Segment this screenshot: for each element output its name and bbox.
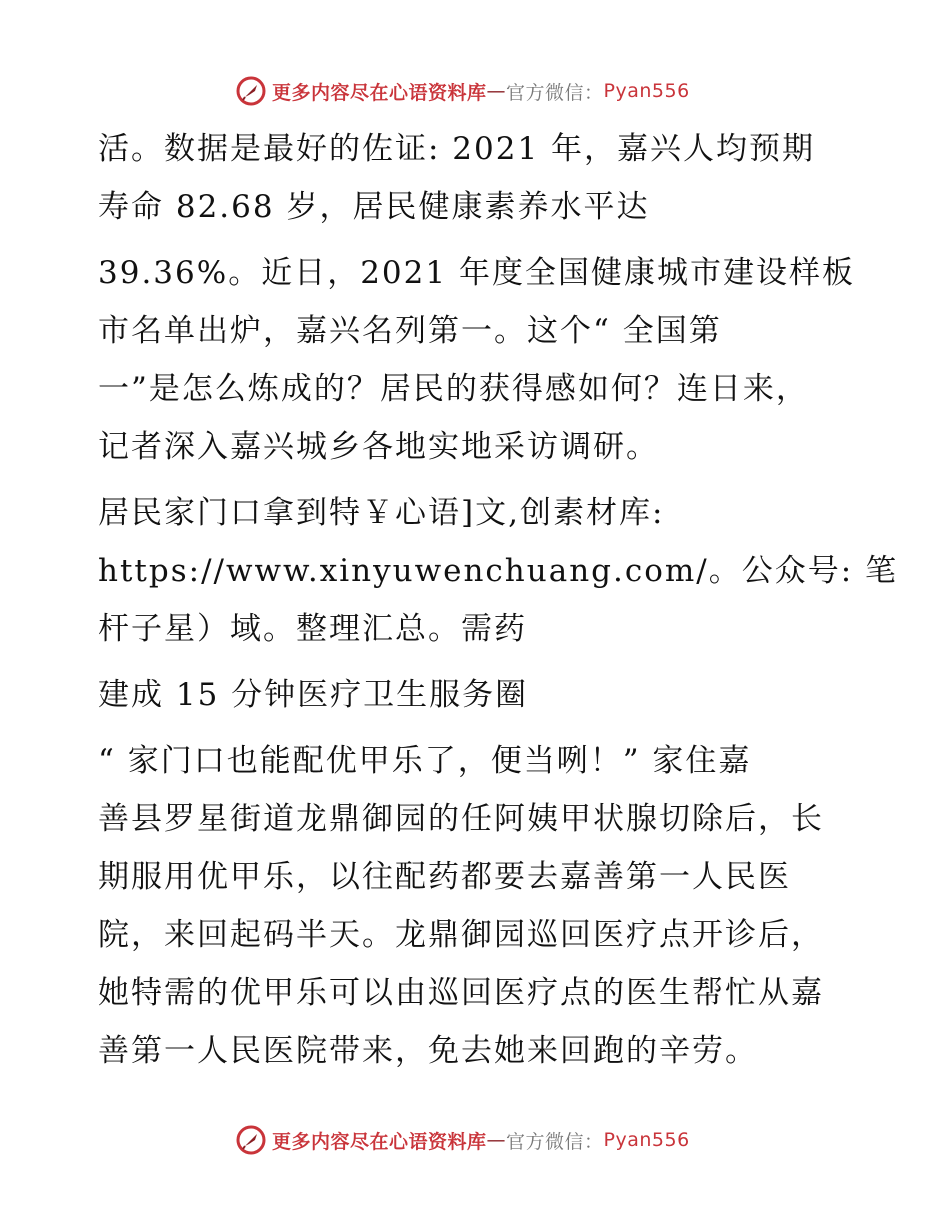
feather-seal-icon bbox=[236, 1125, 266, 1155]
text-line: “ 家门口也能配优甲乐了，便当咧！” 家住嘉 bbox=[98, 743, 752, 779]
section-heading: 建成 15 分钟医疗卫生服务圈 bbox=[98, 677, 529, 713]
banner-contact: Pyan556 bbox=[603, 1129, 690, 1151]
banner-official-label: 官方微信： bbox=[506, 1130, 604, 1153]
text-line: 居民家门口拿到特￥心语]文,创素材库: bbox=[98, 495, 665, 531]
text-line: 善县罗星街道龙鼎御园的任阿姨甲状腺切除后，长 bbox=[98, 801, 824, 837]
banner-brand-text: 更多内容尽在心语资料库 bbox=[272, 1130, 487, 1153]
text-line: 院，来回起码半天。龙鼎御园巡回医疗点开诊后， bbox=[98, 917, 824, 953]
text-line: 期服用优甲乐，以往配药都要去嘉善第一人民医 bbox=[98, 859, 791, 895]
banner-dash: — bbox=[486, 1129, 507, 1151]
header-banner bbox=[236, 74, 690, 108]
text-line: https://www.xinyuwenchuang.com/。公众号: 笔 bbox=[98, 553, 899, 589]
feather-seal-icon bbox=[236, 76, 266, 106]
footer-banner bbox=[236, 1123, 690, 1157]
banner-official-label: 官方微信： bbox=[506, 81, 604, 104]
text-line: 她特需的优甲乐可以由巡回医疗点的医生帮忙从嘉 bbox=[98, 975, 824, 1011]
document-body bbox=[98, 120, 899, 1080]
text-line: 市名单出炉，嘉兴名列第一。这个“ 全国第 bbox=[98, 313, 722, 349]
text-line: 记者深入嘉兴城乡各地实地采访调研。 bbox=[98, 429, 659, 465]
text-line: 寿命 82.68 岁，居民健康素养水平达 bbox=[98, 189, 650, 225]
banner-dash: — bbox=[486, 80, 507, 102]
text-line: 39.36%。近日，2021 年度全国健康城市建设样板 bbox=[98, 255, 855, 291]
banner-brand-text: 更多内容尽在心语资料库 bbox=[272, 81, 487, 104]
text-line: 杆子星）域。整理汇总。需药 bbox=[98, 611, 527, 647]
text-line: 善第一人民医院带来，免去她来回跑的辛劳。 bbox=[98, 1033, 758, 1069]
text-line: 活。数据是最好的佐证: 2021 年，嘉兴人均预期 bbox=[98, 131, 816, 167]
banner-contact: Pyan556 bbox=[603, 80, 690, 102]
text-line: 一”是怎么炼成的？居民的获得感如何？连日来， bbox=[98, 371, 809, 407]
